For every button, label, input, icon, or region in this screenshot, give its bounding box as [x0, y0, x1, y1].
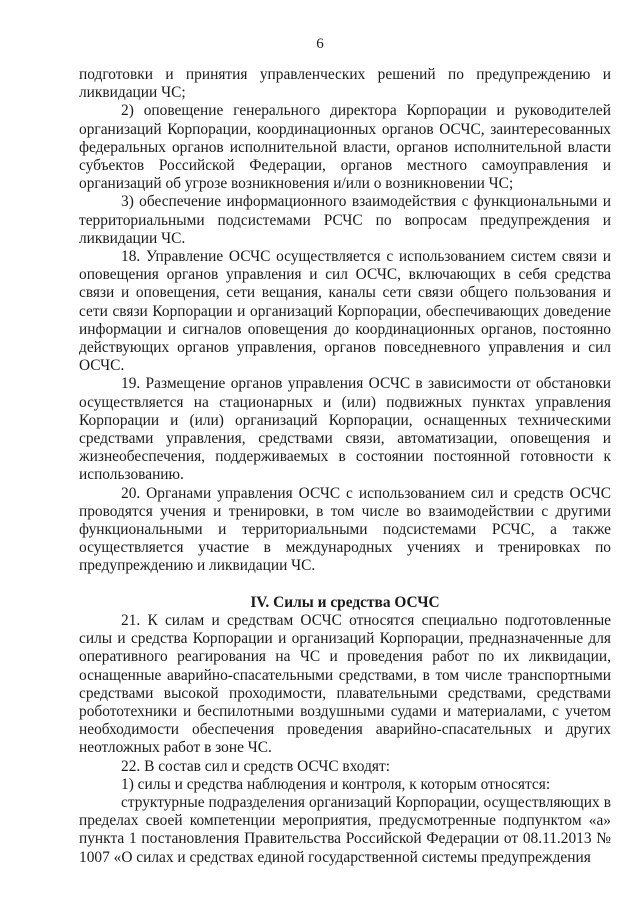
- paragraph-19-placement: 19. Размещение органов управления ОСЧС в зависимости от обстановки осуществляется на стационарных и (или) подвижных пунктах управления Корпорации и (или) организаций Корпорации, оснащенных техническими средствами управления, средствами связи, автоматизации, оповещения и жизнеобеспечения, поддерживаемых в состоянии постоянной готовности к использованию.: [79, 375, 611, 484]
- paragraph-item-2-notification: 2) оповещение генерального директора Корпорации и руководителей организаций Корпорации, координационных органов ОСЧС, заинтересованных федеральных органов исполнительной власти, органов исполнительной власти субъектов Российской Федерации, органов местного самоуправления и организаций об угрозе возникновения и/или о возникновении ЧС;: [79, 102, 611, 193]
- paragraph-structural-divisions: структурные подразделения организаций Корпорации, осуществляющих в пределах своей компетенции мероприятия, предусмотренные подпунктом «а» пункта 1 постановления Правительства Российской Федерации от 08.11.2013 № 1007 «О силах и средствах единой государственной системы предупреждения: [79, 793, 611, 866]
- section-heading: IV. Силы и средства ОСЧС: [250, 593, 440, 611]
- paragraph-22-composition: 22. В состав сил и средств ОСЧС входят:: [121, 757, 390, 775]
- document-body: [79, 66, 611, 867]
- paragraph-18-management: 18. Управление ОСЧС осуществляется с использованием систем связи и оповещения органов управления и сил ОСЧС, включающих в себя средства связи и оповещения, сети вещания, каналы сети связи общего пользования и сети связи Корпорации и организаций Корпорации, обеспечивающих доведение информации и сигналов оповещения до координационных органов, постоянно действующих органов управления, органов повседневного управления и сил ОСЧС.: [79, 248, 611, 375]
- paragraph-continuation: подготовки и принятия управленческих решений по предупреждению и ликвидации ЧС;: [79, 66, 611, 102]
- paragraph-21-forces: 21. К силам и средствам ОСЧС относятся специально подготовленные силы и средства Корпорации и организаций Корпорации, предназначенные для оперативного реагирования на ЧС и проведения работ по их ликвидации, оснащенные аварийно-спасательными средствами, в том числе транспортными средствами высокой проходимости, плавательными средствами, средствами робототехники и беспилотными воздушными судами и материалами, с учетом необходимости обеспечения проведения аварийно-спасательных и других неотложных работ в зоне ЧС.: [79, 611, 611, 757]
- paragraph-item-1-monitoring: 1) силы и средства наблюдения и контроля, к которым относятся:: [121, 775, 551, 793]
- page-number: 6: [316, 36, 324, 52]
- paragraph-item-3-information-interaction: 3) обеспечение информационного взаимодействия с функциональными и территориальными подсистемами РСЧС по вопросам предупреждения и ликвидации ЧС.: [79, 193, 611, 247]
- paragraph-20-exercises: 20. Органами управления ОСЧС с использованием сил и средств ОСЧС проводятся учения и тренировки, в том числе во взаимодействии с другими функциональными и территориальными подсистемами РСЧС, а также осуществляется участие в международных учениях и тренировках по предупреждению и ликвидации ЧС.: [79, 484, 611, 575]
